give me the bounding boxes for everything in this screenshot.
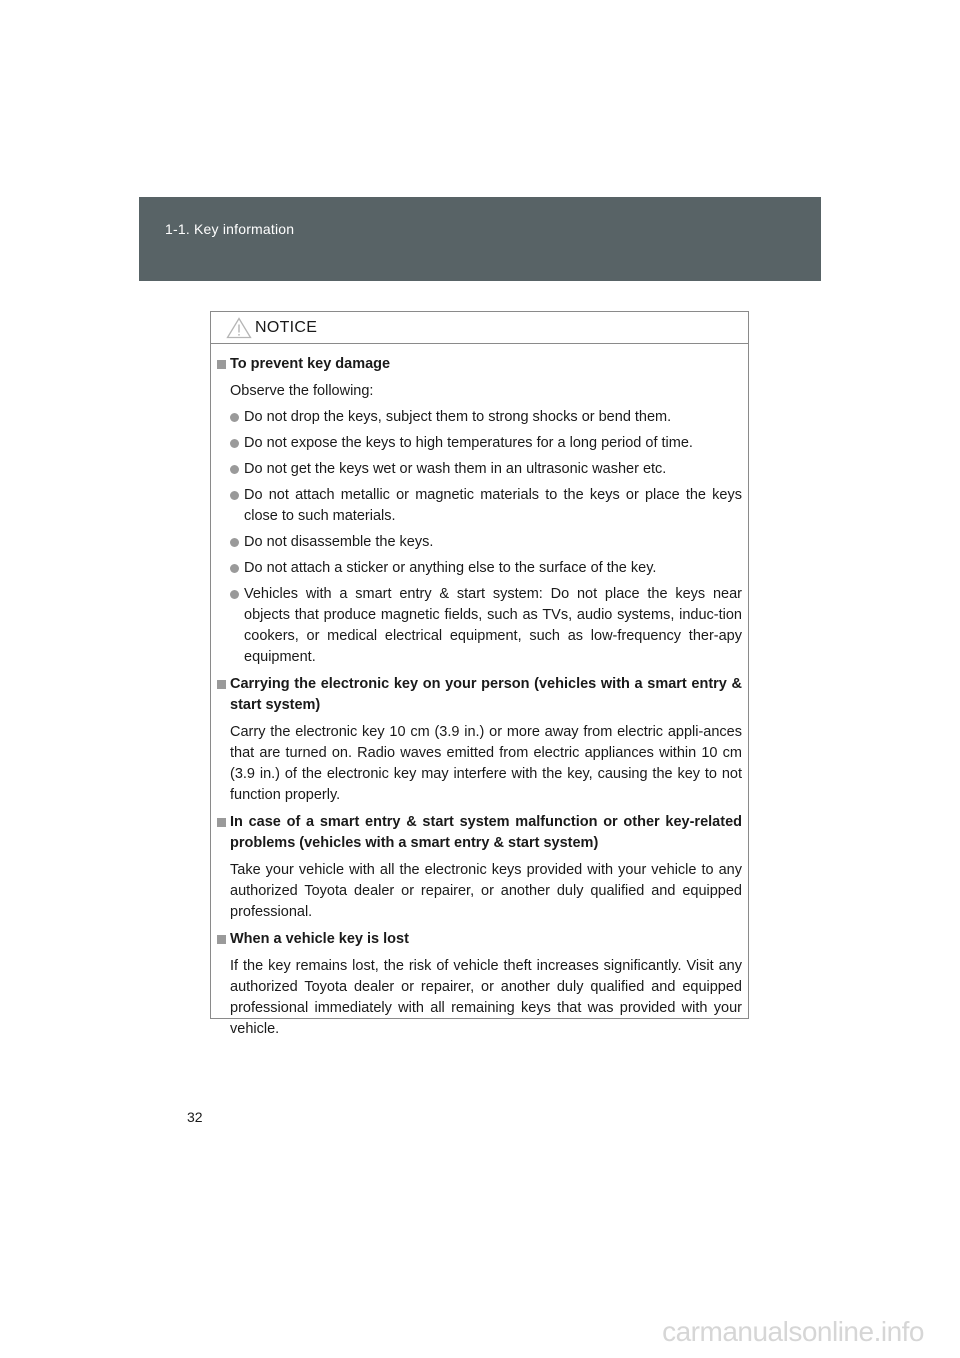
section-carrying-electronic-key [217, 674, 742, 806]
round-bullet-icon [230, 590, 239, 599]
section-body: Take your vehicle with all the electronic keys provided with your vehicle to any authorized Toyota dealer or repairer, or another duly qualified and equipped professional. [230, 862, 742, 920]
section-prevent-key-damage [217, 354, 742, 668]
notice-body [211, 344, 748, 1040]
section-key-lost [217, 929, 742, 1040]
section-smart-entry-malfunction [217, 812, 742, 923]
notice-box [210, 311, 749, 1037]
bullet-list [230, 407, 742, 668]
chapter-header-band [139, 197, 821, 281]
section-heading: To prevent key damage [230, 356, 391, 372]
watermark: carmanualsonline.info [662, 1316, 924, 1347]
square-bullet-icon [217, 680, 226, 689]
list-item: Do not drop the keys, subject them to strong shocks or bend them. [230, 407, 742, 428]
round-bullet-icon [230, 564, 239, 573]
notice-title: NOTICE [255, 319, 318, 336]
round-bullet-icon [230, 439, 239, 448]
section-heading: In case of a smart entry & start system malfunction or other key-related problems (vehicles with a smart entry & start system) [230, 814, 742, 851]
square-bullet-icon [217, 935, 226, 944]
section-title: 1-1. Key information [165, 221, 295, 237]
list-item: Do not attach metallic or magnetic materials to the keys or place the keys close to such materials. [230, 485, 742, 527]
square-bullet-icon [217, 360, 226, 369]
square-bullet-icon [217, 818, 226, 827]
round-bullet-icon [230, 491, 239, 500]
warning-triangle-icon [226, 317, 252, 339]
list-item: Do not disassemble the keys. [230, 532, 742, 553]
list-item: Vehicles with a smart entry & start system: Do not place the keys near objects that produce magnetic fields, such as TVs, audio systems, induc-tion cookers, or medical electrical equipment, such as low-frequency ther-apy equipment. [230, 584, 742, 668]
notice-header [211, 312, 748, 344]
round-bullet-icon [230, 465, 239, 474]
list-item: Do not attach a sticker or anything else to the surface of the key. [230, 558, 742, 579]
section-heading: When a vehicle key is lost [230, 931, 409, 947]
section-intro: Observe the following: [230, 383, 374, 399]
section-body: Carry the electronic key 10 cm (3.9 in.) or more away from electric appli-ances that are turned on. Radio waves emitted from electric appliances within 10 cm (3.9 in.) of the electronic key may interfere with the key, causing the key to not function properly. [230, 724, 742, 803]
page-number: 32 [187, 1109, 203, 1125]
list-item: Do not get the keys wet or wash them in an ultrasonic washer etc. [230, 459, 742, 480]
section-body: If the key remains lost, the risk of vehicle theft increases significantly. Visit any authorized Toyota dealer or repairer, or another duly qualified and equipped professional immediately with all remaining keys that was provided with your vehicle. [230, 958, 742, 1037]
section-heading: Carrying the electronic key on your person (vehicles with a smart entry & start system) [230, 676, 742, 713]
list-item: Do not expose the keys to high temperatures for a long period of time. [230, 433, 742, 454]
round-bullet-icon [230, 538, 239, 547]
round-bullet-icon [230, 413, 239, 422]
